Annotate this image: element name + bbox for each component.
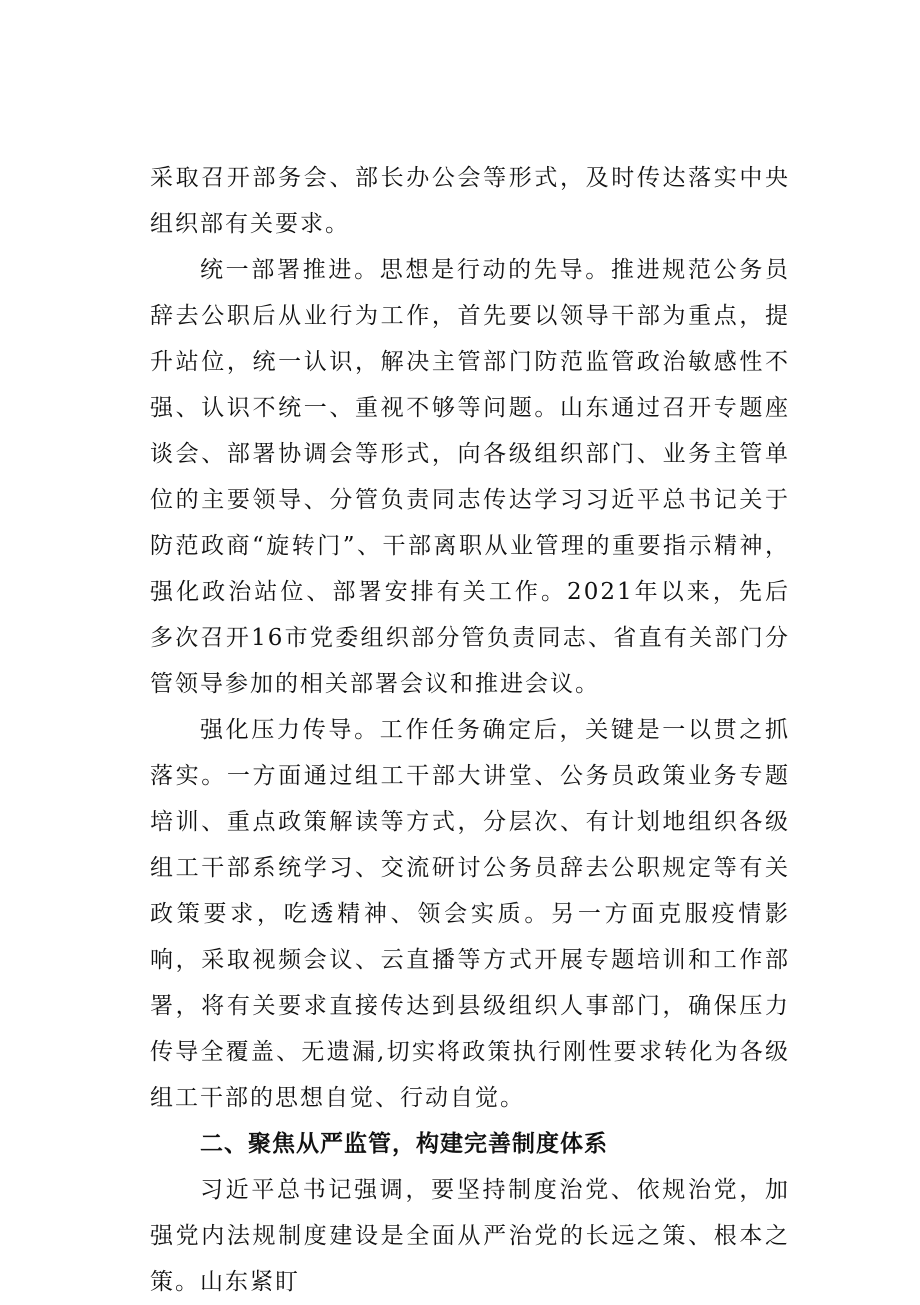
document-body	[150, 155, 790, 1305]
paragraph-continuation: 采取召开部务会、部长办公会等形式，及时传达落实中央组织部有关要求。	[150, 165, 790, 237]
paragraph-unified-deployment: 统一部署推进。思想是行动的先导。推进规范公务员辞去公职后从业行为工作，首先要以领导干部为重点，提升站位，统一认识，解决主管部门防范监管政治敏感性不强、认识不统一、重视不够等问题。山东通过召开专题座谈会、部署协调会等形式，向各级组织部门、业务主管单位的主要领导、分管负责同志传达学习习近平总书记关于防范政商“旋转门”、干部离职从业管理的重要指示精神，强化政治站位、部署安排有关工作。2021年以来，先后多次召开16市党委组织部分管负责同志、省直有关部门分管领导参加的相关部署会议和推进会议。	[150, 257, 790, 697]
paragraph-institution-building: 习近平总书记强调，要坚持制度治党、依规治党，加强党内法规制度建设是全面从严治党的长远之策、根本之策。山东紧盯	[150, 1177, 790, 1295]
section-heading: 二、聚焦从严监管，构建完善制度体系	[200, 1131, 608, 1157]
paragraph-pressure-transmission: 强化压力传导。工作任务确定后，关键是一以贯之抓落实。一方面通过组工干部大讲堂、公务员政策业务专题培训、重点政策解读等方式，分层次、有计划地组织各级组工干部系统学习、交流研讨公务员辞去公职规定等有关政策要求，吃透精神、领会实质。另一方面克服疫情影响，采取视频会议、云直播等方式开展专题培训和工作部署，将有关要求直接传达到县级组织人事部门，确保压力传导全覆盖、无遗漏,切实将政策执行刚性要求转化为各级组工干部的思想自觉、行动自觉。	[150, 717, 790, 1111]
